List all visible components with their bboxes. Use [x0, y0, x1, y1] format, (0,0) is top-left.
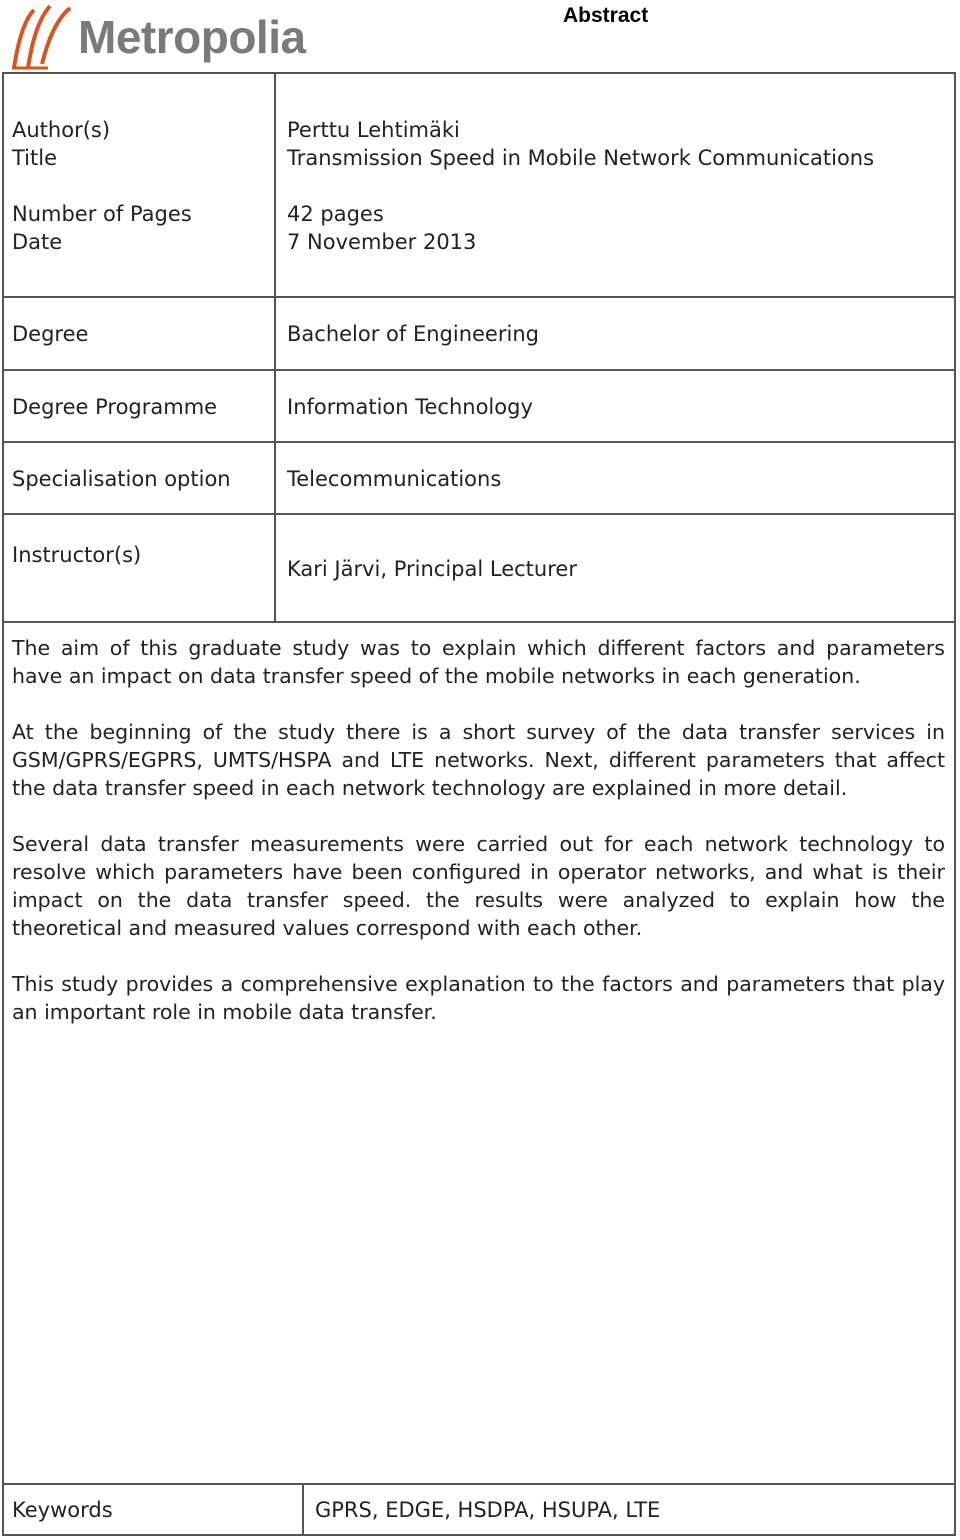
row-divider: [2, 441, 956, 443]
date-value: 7 November 2013: [287, 230, 477, 254]
degree-value: Bachelor of Engineering: [287, 322, 539, 346]
programme-label: Degree Programme: [12, 395, 218, 419]
author-label: Author(s): [12, 118, 111, 142]
row-divider: [2, 621, 956, 623]
column-divider: [302, 1483, 304, 1536]
abstract-paragraph: This study provides a comprehensive explanation to the factors and parameters that play an important role in mobile data transfer.: [12, 972, 945, 1024]
keywords-value: GPRS, EDGE, HSDPA, HSUPA, LTE: [315, 1498, 661, 1522]
row-divider: [2, 296, 956, 298]
row-divider: [2, 513, 956, 515]
specialisation-label: Specialisation option: [12, 467, 231, 491]
metropolia-logo: [8, 2, 328, 70]
pages-value: 42 pages: [287, 202, 384, 226]
page-title: Abstract: [563, 4, 649, 27]
logo-wordmark: Metropolia: [78, 11, 306, 63]
document-header: [0, 0, 960, 72]
row-divider: [2, 1483, 956, 1485]
abstract-text: [12, 634, 945, 1054]
abstract-paragraph: The aim of this graduate study was to explain which different factors and parameters have an impact on data transfer speed of the mobile networks in each generation.: [12, 636, 945, 688]
keywords-label: Keywords: [12, 1498, 113, 1522]
programme-value: Information Technology: [287, 395, 533, 419]
column-divider: [274, 72, 276, 622]
abstract-paragraph: Several data transfer measurements were carried out for each network technology to resolve which parameters have been configured in operator networks, and what is their impact on the data transfer speed. the results were analyzed to explain how the theoretical and measured values correspond with each other.: [12, 832, 945, 940]
logo-mark-icon: [8, 2, 78, 70]
author-value: Perttu Lehtimäki: [287, 118, 460, 142]
row-divider: [2, 369, 956, 371]
instructor-value: Kari Järvi, Principal Lecturer: [287, 557, 577, 581]
instructor-label: Instructor(s): [12, 543, 142, 567]
title-label: Title: [12, 146, 58, 170]
abstract-paragraph: At the beginning of the study there is a short survey of the data transfer services in GSM/GPRS/EGPRS, UMTS/HSPA and LTE networks. Next, different parameters that affect the data transfer speed in each network technology are explained in more detail.: [12, 720, 945, 800]
degree-label: Degree: [12, 322, 89, 346]
title-value: Transmission Speed in Mobile Network Communications: [287, 146, 875, 170]
date-label: Date: [12, 230, 63, 254]
pages-label: Number of Pages: [12, 202, 192, 226]
specialisation-value: Telecommunications: [287, 467, 502, 491]
